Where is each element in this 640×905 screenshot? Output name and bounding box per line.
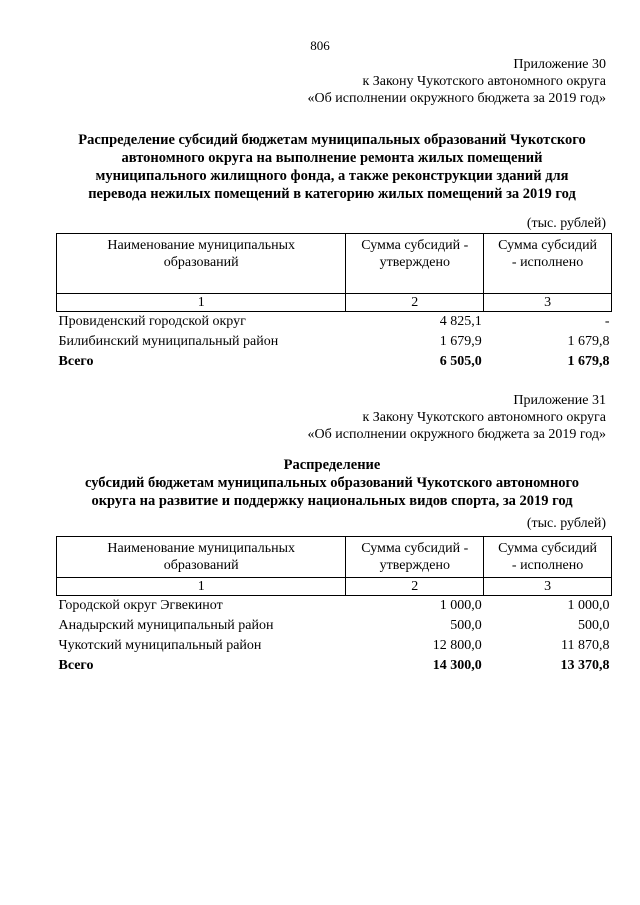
- row-executed: 11 870,8: [561, 638, 610, 653]
- header-approved: Сумма субсидий - утверждено: [346, 537, 484, 578]
- appendix-30-law-title: «Об исполнении окружного бюджета за 2019 год»: [307, 91, 606, 106]
- header-executed: Сумма субсидий - исполнено: [484, 537, 612, 578]
- index-1: 1: [57, 294, 346, 312]
- title-line: округа на развитие и поддержку национальных видов спорта, за 2019 год: [91, 493, 573, 509]
- units-label: (тыс. рублей): [526, 516, 606, 531]
- header-approved: Сумма субсидий - утверждено: [346, 234, 484, 294]
- title-line: Распределение: [283, 457, 381, 473]
- total-executed: 1 679,8: [567, 354, 610, 369]
- row-executed: -: [604, 314, 610, 329]
- table-30-title: [52, 131, 612, 203]
- total-approved: 14 300,0: [432, 658, 482, 673]
- table-31: [56, 536, 612, 676]
- header-name: Наименование муниципальных образований: [57, 234, 346, 294]
- appendix-30-label: Приложение 30: [513, 57, 606, 72]
- total-executed: 13 370,8: [560, 658, 610, 673]
- row-executed: 1 000,0: [567, 598, 610, 613]
- row-approved: 1 679,9: [439, 334, 482, 349]
- total-name: Всего: [58, 354, 94, 369]
- title-line: муниципального жилищного фонда, а также реконструкции зданий для: [95, 168, 569, 184]
- index-2: 2: [346, 294, 484, 312]
- appendix-31-label: Приложение 31: [513, 393, 606, 408]
- page-number: 806: [310, 38, 330, 53]
- table-index-row: [57, 294, 612, 312]
- appendix-30-header: [308, 56, 606, 107]
- appendix-30-law: к Закону Чукотского автономного округа: [362, 74, 606, 89]
- table-row: [57, 616, 612, 636]
- total-row: [57, 352, 612, 372]
- units-label: (тыс. рублей): [526, 216, 606, 231]
- table-30: [56, 233, 612, 372]
- title-line: перевода нежилых помещений в категорию жилых помещений за 2019 год: [88, 186, 576, 202]
- index-1: 1: [57, 578, 346, 596]
- index-3: 3: [484, 294, 612, 312]
- row-approved: 12 800,0: [432, 638, 482, 653]
- row-name: Чукотский муниципальный район: [58, 638, 262, 653]
- table-row: [57, 312, 612, 333]
- table-row: [57, 596, 612, 617]
- header-executed: Сумма субсидий - исполнено: [484, 234, 612, 294]
- title-line: субсидий бюджетам муниципальных образований Чукотского автономного: [84, 475, 580, 491]
- table-header-row: [57, 234, 612, 294]
- row-name: Анадырский муниципальный район: [58, 618, 274, 633]
- table-index-row: [57, 578, 612, 596]
- row-approved: 1 000,0: [439, 598, 482, 613]
- row-name: Билибинский муниципальный район: [58, 334, 279, 349]
- total-name: Всего: [58, 658, 94, 673]
- table-row: [57, 332, 612, 352]
- title-line: автономного округа на выполнение ремонта жилых помещений: [121, 150, 543, 166]
- appendix-31-header: [308, 392, 606, 443]
- title-line: Распределение субсидий бюджетам муниципальных образований Чукотского: [78, 132, 586, 148]
- appendix-31-law: к Закону Чукотского автономного округа: [362, 410, 606, 425]
- total-row: [57, 656, 612, 676]
- row-name: Провиденский городской округ: [58, 314, 246, 329]
- row-name: Городской округ Эгвекинот: [58, 598, 223, 613]
- total-approved: 6 505,0: [439, 354, 482, 369]
- table-31-title: [52, 456, 612, 510]
- index-3: 3: [484, 578, 612, 596]
- table-header-row: [57, 537, 612, 578]
- appendix-31-law-title: «Об исполнении окружного бюджета за 2019 год»: [307, 427, 606, 442]
- row-executed: 1 679,8: [567, 334, 610, 349]
- table-row: [57, 636, 612, 656]
- row-approved: 4 825,1: [439, 314, 482, 329]
- row-executed: 500,0: [578, 618, 610, 633]
- header-name: Наименование муниципальных образований: [57, 537, 346, 578]
- row-approved: 500,0: [450, 618, 482, 633]
- index-2: 2: [346, 578, 484, 596]
